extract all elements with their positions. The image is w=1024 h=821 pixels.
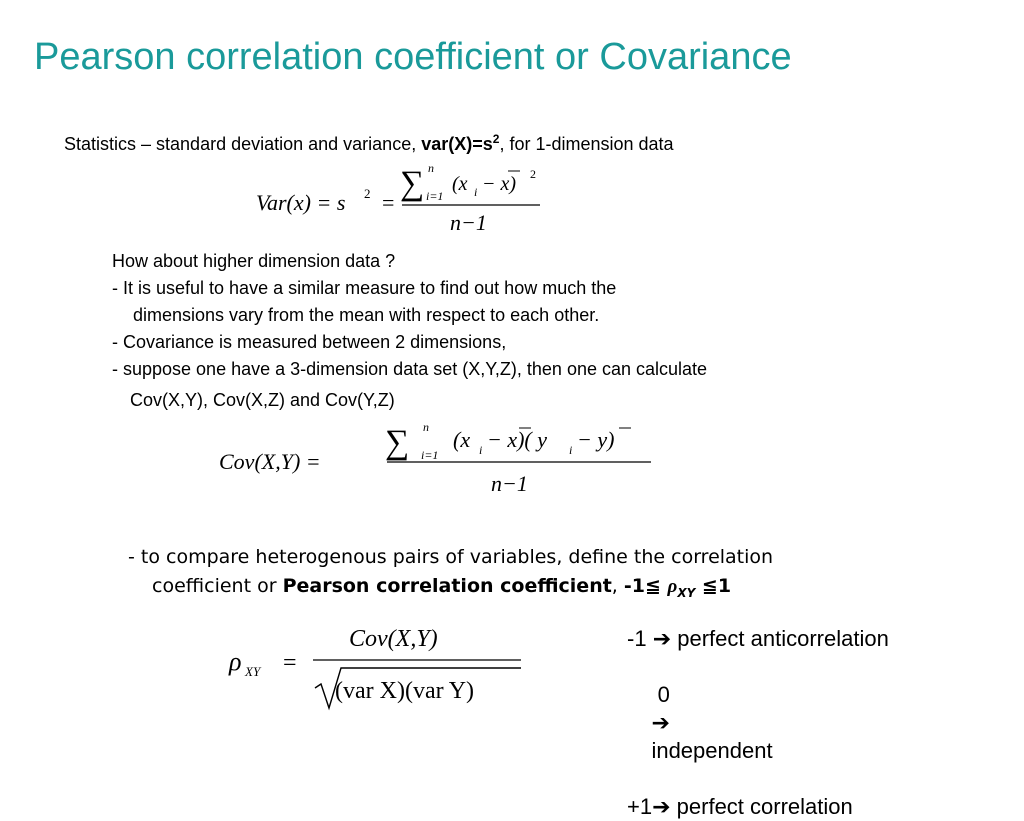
var-numerator-rest: − x) <box>482 173 517 195</box>
pearson-range-lo: -1≦ <box>623 575 668 597</box>
rho-formula <box>225 618 535 713</box>
cov-sum-upper: n <box>423 420 429 434</box>
var-denominator: n−1 <box>450 210 487 235</box>
pearson-line1: - to compare heterogenous pairs of variables, define the correlation <box>128 546 774 568</box>
pearson-line2-comma: , <box>611 575 624 597</box>
pearson-rho-sub: XY <box>677 585 696 600</box>
legend-item <box>627 625 889 653</box>
cov-sum-lower: i=1 <box>421 448 439 462</box>
legend-item <box>627 653 889 793</box>
rho-denominator: (var X)(var Y) <box>335 678 475 704</box>
arrow-right-icon: ➔ <box>652 794 671 819</box>
higher-dim-bullet3-line1: - suppose one have a 3-dimension data set (X,Y,Z), then one can calculate <box>112 359 708 379</box>
intro-text: Statistics – standard deviation and variance, <box>64 134 422 154</box>
var-sum-lower: i=1 <box>426 189 444 203</box>
intro-bold-var: var(X)=s <box>421 134 493 154</box>
legend-value: 0 <box>651 682 670 707</box>
higher-dim-heading: How about higher dimension data ? <box>112 251 396 271</box>
higher-dim-bullet1-line1: - It is useful to have a similar measure to find out how much the <box>112 278 617 298</box>
rho-lhs-sub: XY <box>245 664 261 679</box>
pearson-rho: ρ <box>667 576 678 597</box>
cov-denominator: n−1 <box>491 471 528 496</box>
slide-title: Pearson correlation coefficient or Covariance <box>34 36 792 78</box>
cov-numerator-rest: − y) <box>577 427 615 452</box>
legend-meaning: perfect anticorrelation <box>677 626 889 651</box>
cov-numerator-sub2: i <box>569 443 573 457</box>
arrow-right-icon: ➔ <box>652 626 672 651</box>
higher-dim-bullet1-line2: dimensions vary from the mean with respect to each other. <box>133 305 600 325</box>
correlation-legend <box>627 625 889 821</box>
var-sum-upper: n <box>428 161 434 175</box>
intro-text-after: , for 1-dimension data <box>499 134 674 154</box>
rho-eq: = <box>283 650 297 676</box>
legend-item <box>627 793 889 821</box>
cov-lhs: Cov(X,Y) = <box>219 449 321 474</box>
cov-sum-symbol: ∑ <box>385 424 410 461</box>
pearson-line2-text: coefficient or <box>152 575 283 597</box>
var-numerator-sub: i <box>474 185 478 199</box>
legend-value: -1 <box>627 626 647 651</box>
var-lhs-sup: 2 <box>364 186 371 201</box>
legend-meaning: independent <box>651 738 773 763</box>
higher-dim-bullet3-line2: Cov(X,Y), Cov(X,Z) and Cov(Y,Z) <box>130 390 395 410</box>
pearson-line2-bold: Pearson correlation coefficient <box>282 575 612 597</box>
pearson-range-hi: ≦1 <box>695 575 732 597</box>
var-numerator: (x <box>452 173 468 195</box>
rho-numerator: Cov(X,Y) <box>349 626 438 652</box>
var-lhs: Var(x) = s <box>256 190 346 215</box>
cov-numerator-mid: − x)( y <box>487 427 548 452</box>
cov-numerator-sub1: i <box>479 443 483 457</box>
covariance-formula <box>215 415 665 500</box>
rho-lhs: ρ <box>229 647 242 676</box>
higher-dim-bullet2: - Covariance is measured between 2 dimensions, <box>112 332 507 352</box>
var-eq: = <box>382 190 395 215</box>
var-numerator-sup: 2 <box>530 167 536 181</box>
legend-value: +1 <box>627 794 653 819</box>
intro-line <box>64 128 674 155</box>
legend-meaning: perfect correlation <box>676 794 853 819</box>
intro-bold-sup: 2 <box>492 132 500 146</box>
variance-formula <box>250 158 550 238</box>
var-sum-symbol: ∑ <box>400 165 425 202</box>
arrow-right-icon: ➔ <box>651 710 670 735</box>
pearson-line2 <box>152 575 731 600</box>
cov-numerator: (x <box>453 427 471 452</box>
